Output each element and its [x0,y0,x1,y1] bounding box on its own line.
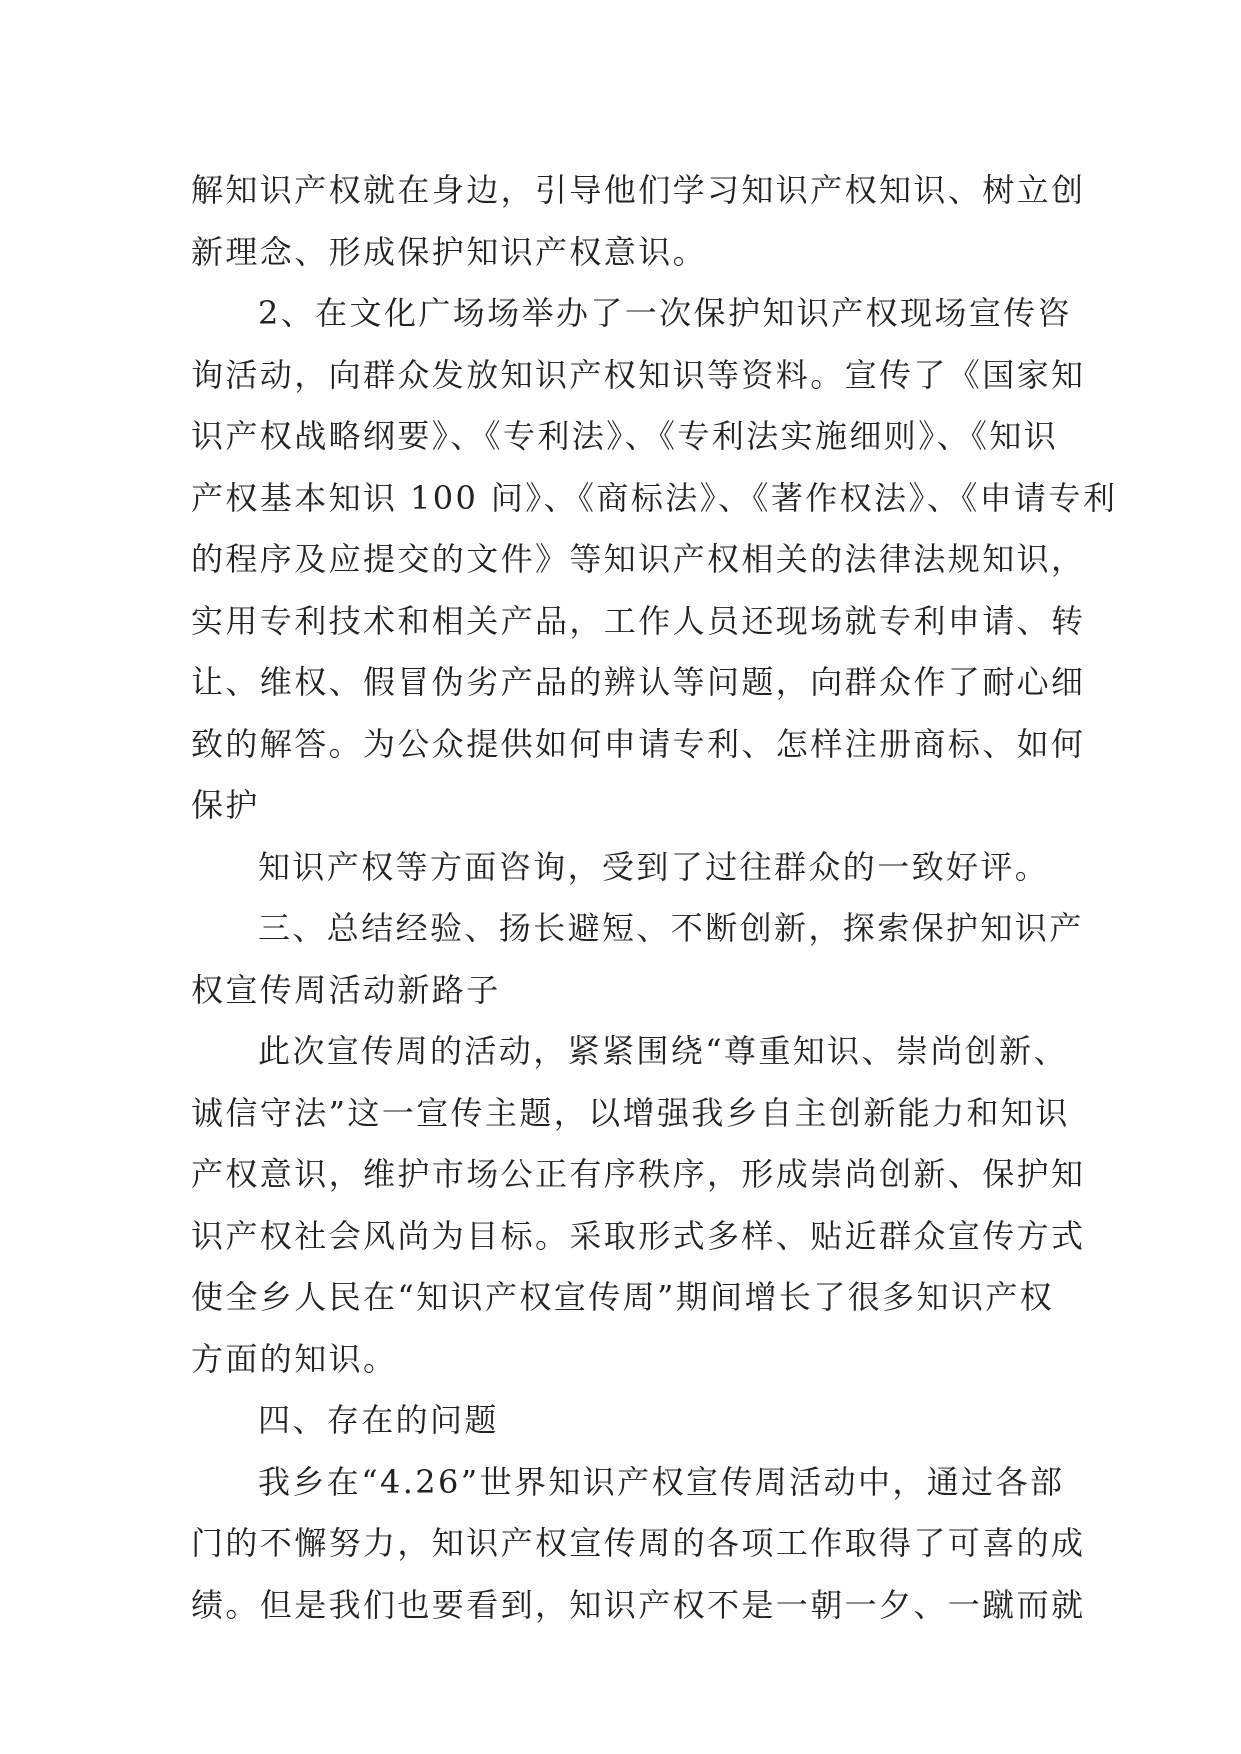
document-body [191,160,1118,1636]
text-line: 门的不懈努力，知识产权宣传周的各项工作取得了可喜的成 [191,1524,1086,1562]
text-line: 2、在文化广场场举办了一次保护知识产权现场宣传咨 [258,294,1072,332]
text-line: 三、总结经验、扬长避短、不断创新，探索保护知识产 [258,909,1084,947]
text-line: 保护 [191,786,260,824]
text-line: 产权意识，维护市场公正有序秩序，形成崇尚创新、保护知 [191,1155,1086,1193]
text-line: 询活动，向群众发放知识产权知识等资料。宣传了《国家知 [191,355,1086,394]
text-line: 诚信守法”这一宣传主题，以增强我乡自主创新能力和知识 [191,1093,1070,1132]
text-line: 产权基本知识 100 问》、《商标法》、《著作权法》、《申请专利 [191,478,1118,517]
text-line: 四、存在的问题 [258,1401,499,1439]
text-line: 绩。但是我们也要看到，知识产权不是一朝一夕、一蹴而就 [191,1585,1086,1624]
text-line: 让、维权、假冒伪劣产品的辨认等问题，向群众作了耐心细 [191,663,1086,701]
text-line: 实用专利技术和相关产品，工作人员还现场就专利申请、转 [191,601,1086,640]
text-line: 识产权战略纲要》、《专利法》、《专利法实施细则》、《知识 [191,417,1059,455]
text-line: 此次宣传周的活动，紧紧围绕“尊重知识、崇尚创新、 [258,1032,1068,1070]
text-line: 方面的知识。 [191,1339,398,1378]
text-line: 致的解答。为公众提供如何申请专利、怎样注册商标、如何 [191,724,1086,763]
text-line: 我乡在“4.26”世界知识产权宣传周活动中，通过各部 [258,1462,1065,1501]
text-line: 知识产权等方面咨询，受到了过往群众的一致好评。 [258,847,1050,886]
text-line: 使全乡人民在“知识产权宣传周”期间增长了很多知识产权 [191,1278,1055,1316]
text-line: 的程序及应提交的文件》等知识产权相关的法律法规知识， [191,540,1086,578]
text-line: 权宣传周活动新路子 [191,970,501,1009]
text-line: 解知识产权就在身边，引导他们学习知识产权知识、树立创 [191,171,1086,209]
text-line: 识产权社会风尚为目标。采取形式多样、贴近群众宣传方式 [191,1216,1086,1255]
text-line: 新理念、形成保护知识产权意识。 [191,232,708,271]
